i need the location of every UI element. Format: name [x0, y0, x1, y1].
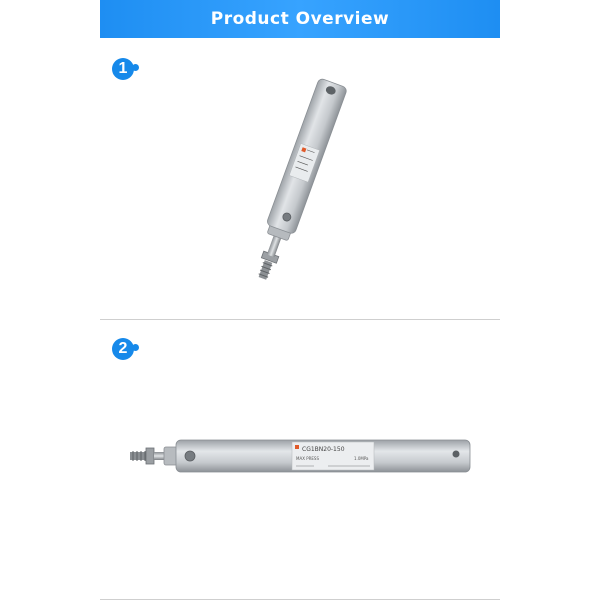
section-number: 2	[118, 340, 128, 357]
cylinder-model-label: CG1BN20-150	[302, 446, 345, 453]
cylinder-image-horizontal	[128, 430, 474, 482]
cylinder-pressure-label: MAX PRESS	[296, 456, 319, 461]
section-number-badge	[112, 338, 134, 360]
header-title: Product Overview	[210, 9, 390, 29]
cylinder-pressure-value: 1.0MPa	[354, 456, 369, 461]
section-number: 1	[118, 60, 128, 77]
cylinder-image-diagonal	[200, 60, 400, 290]
badge-dot-icon	[132, 64, 139, 71]
product-overview-header	[100, 0, 500, 38]
badge-dot-icon	[132, 344, 139, 351]
section-number-badge	[112, 58, 134, 80]
